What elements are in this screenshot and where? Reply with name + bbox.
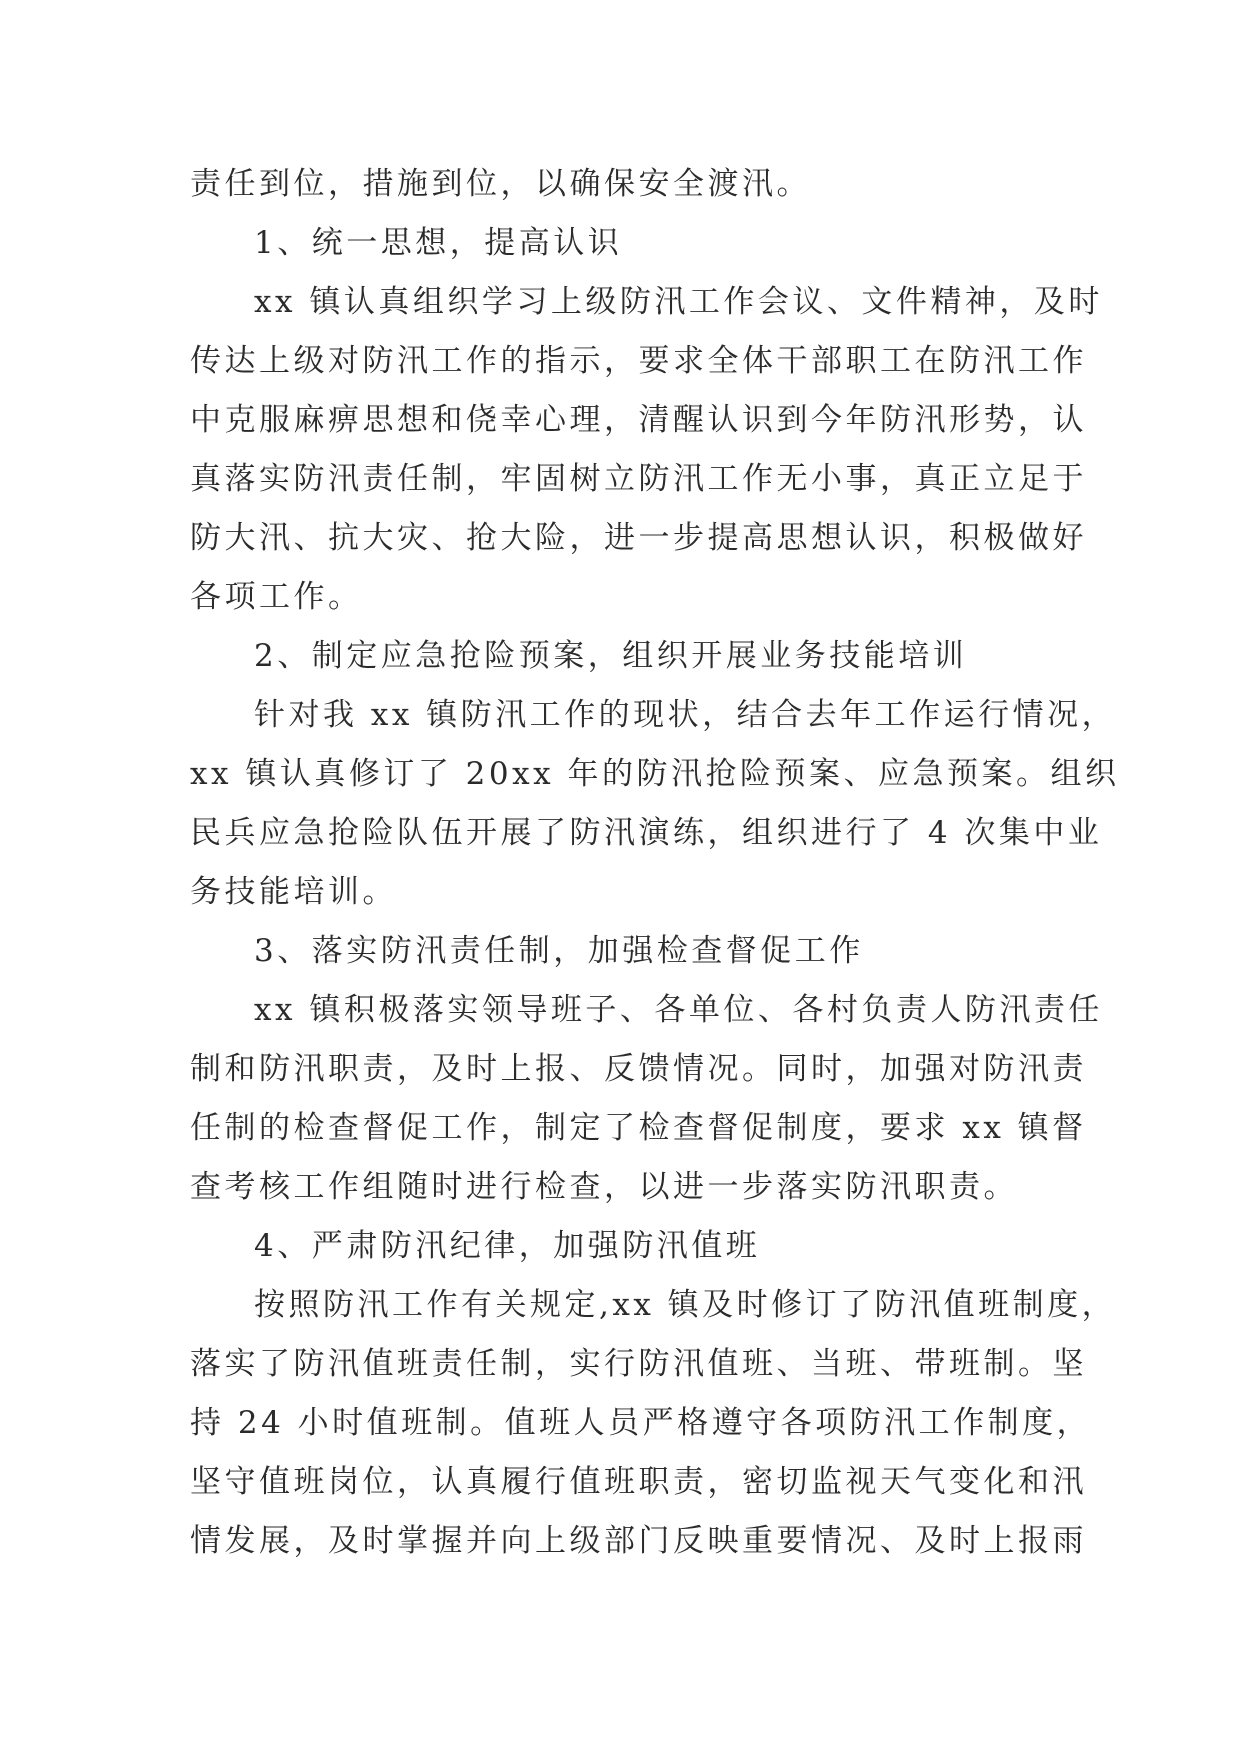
text-line: xx 镇认真修订了 20xx 年的防汛抢险预案、应急预案。组织 [190,756,1120,792]
section-heading-2: 2、制定应急抢险预案，组织开展业务技能培训 [254,638,968,674]
text-line: 民兵应急抢险队伍开展了防汛演练，组织进行了 4 次集中业 [190,815,1103,851]
section-heading-3: 3、落实防汛责任制，加强检查督促工作 [254,933,864,969]
text-line: xx 镇积极落实领导班子、各单位、各村负责人防汛责任 [254,992,1103,1028]
text-line: 查考核工作组随时进行检查，以进一步落实防汛职责。 [190,1169,1018,1205]
text-line: 防大汛、抗大灾、抢大险，进一步提高思想认识，积极做好 [190,520,1087,556]
text-line: 制和防汛职责，及时上报、反馈情况。同时，加强对防汛责 [190,1051,1087,1087]
text-line: 坚守值班岗位，认真履行值班职责，密切监视天气变化和汛 [190,1464,1087,1500]
text-line: 责任到位，措施到位，以确保安全渡汛。 [190,166,811,202]
text-line: 持 24 小时值班制。值班人员严格遵守各项防汛工作制度， [190,1405,1092,1441]
text-line: 务技能培训。 [190,874,397,910]
document-body [190,155,1120,1571]
text-line: 各项工作。 [190,579,363,615]
text-line: 中克服麻痹思想和侥幸心理，清醒认识到今年防汛形势，认 [190,402,1087,438]
text-line: 任制的检查督促工作，制定了检查督促制度，要求 xx 镇督 [190,1110,1087,1146]
section-heading-4: 4、严肃防汛纪律，加强防汛值班 [254,1228,761,1264]
text-line: 针对我 xx 镇防汛工作的现状，结合去年工作运行情况， [254,697,1117,733]
text-line: 情发展，及时掌握并向上级部门反映重要情况、及时上报雨 [190,1523,1087,1559]
text-line: 落实了防汛值班责任制，实行防汛值班、当班、带班制。坚 [190,1346,1087,1382]
section-heading-1: 1、统一思想，提高认识 [254,225,623,261]
text-line: 真落实防汛责任制，牢固树立防汛工作无小事，真正立足于 [190,461,1087,497]
text-line: 传达上级对防汛工作的指示，要求全体干部职工在防汛工作 [190,343,1087,379]
text-line: 按照防汛工作有关规定,xx 镇及时修订了防汛值班制度， [254,1287,1117,1323]
text-line: xx 镇认真组织学习上级防汛工作会议、文件精神，及时 [254,284,1103,320]
